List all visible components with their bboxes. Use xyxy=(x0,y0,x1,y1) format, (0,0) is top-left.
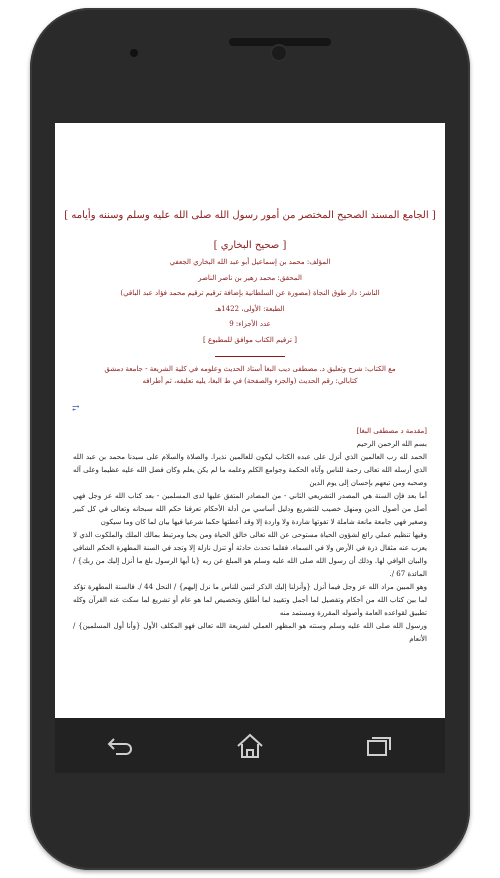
scroll-indicator-icon[interactable]: ⥂ xyxy=(72,404,80,414)
intro-text xyxy=(73,425,427,646)
book-note xyxy=(65,363,435,387)
intro-paragraph: أما بعد فإن السنة هي المصدر التشريعي الثاني - من المصادر المتفق عليها لدى المسلمين - بعد كتاب الله عز وجل فهي أصل من أصول الدين ومنهل خصيب للتشريع ودليل أساسي من أدلة الأحكام تعرفنا حكم الله سبحانه وتعالى في كل كبير وصغير فهي جامعة مانعة شاملة لا تفوتها شاردة ولا واردة إلا وقد أعطتها حكما شرعيا فيها بيان لما كان وما سيكون xyxy=(73,492,427,526)
intro-paragraph: ورسول الله صلى الله عليه وسلم وسنته هو المظهر العملي لشريعة الله تعالى فهو المكلف الأول {وأنا أول المسلمين} / الأنعام xyxy=(73,622,427,643)
book-short-title: [ صحيح البخاري ] xyxy=(213,240,287,251)
book-publisher: الناشر: دار طوق النجاة (مصورة عن السلطانية بإضافة ترقيم ترقيم محمد فؤاد عبد الباقي) xyxy=(120,289,380,297)
recents-icon xyxy=(366,735,394,757)
book-numbering: [ ترقيم الكتاب موافق للمطبوع ] xyxy=(203,336,297,344)
book-volumes: عدد الأجزاء: 9 xyxy=(229,320,271,328)
book-author: المؤلف: محمد بن إسماعيل أبو عبد الله البخاري الجعفي xyxy=(169,258,331,266)
book-title: [ الجامع المسند الصحيح المختصر من أمور رسول الله صلى الله عليه وسلم وسننه وأيامه ] xyxy=(64,210,436,221)
intro-header: [مقدمة د مصطفى البغا] xyxy=(356,427,427,435)
intro-paragraph: وفيها تنظيم عملي رائع لشؤون الحياة مستوحى عن الله تعالى خالق الحياة ومن يحيا ومرتبط بمالك الملك والملكوت الذي لا يعزب عنه مثقال ذرة في الأرض ولا في السماء. فقلما تحدث حادثة أو تنزل نازلة إلا وتجد في السنة المطهرة الحكم الشافي والبيان الوافي لها. وذلك أن رسول الله صلى الله عليه وسلم هو المبلغ عن ربه {يا أيها الرسول بلغ ما أنزل إليك من ربك} / المائدة 67 /. xyxy=(73,531,427,578)
divider xyxy=(215,356,285,357)
back-button[interactable] xyxy=(90,726,150,766)
front-camera-icon xyxy=(270,44,288,62)
book-editor: المحقق: محمد زهير بن ناصر الناصر xyxy=(198,274,302,282)
book-edition: الطبعة: الأولى، 1422هـ xyxy=(215,305,285,313)
note-line-2: كتابالي: رقم الحديث (والجزء والصفحة) في ط البغا، يليه تعليقه، ثم أطرافه xyxy=(142,377,358,385)
intro-paragraph: وهو المبين مراد الله عز وجل فيما أنزل {وأنزلنا إليك الذكر لتبين للناس ما نزل إليهم} / النحل 44 /. فالسنة المطهرة تؤكد لما بين كتاب الله من أحكام وتفصيل لما أجمل وتقييد لما أطلق وتخصيص لما هو عام أو تشريع لما سكت عنه القرآن وكله تطبيق لقواعده العامة وأصوله المقررة ومستمد منه xyxy=(73,583,428,617)
android-nav-bar xyxy=(55,718,445,773)
back-icon xyxy=(106,736,134,756)
reader-screen[interactable] xyxy=(55,123,445,718)
intro-paragraph: الحمد لله رب العالمين الذي أنزل على عبده الكتاب ليكون للعالمين نذيرا. والصلاة والسلام على سيدنا محمد بن عبد الله الذي أرسله الله تعالى رحمة للناس وآتاه الحكمة وجوامع الكلم وعلمه ما لم يكن يعلم وكان فضل الله عليه عظيما وعلى آله وصحبه ومن تبعهم بإحسان إلى يوم الدين xyxy=(73,453,427,487)
proximity-sensor xyxy=(130,49,138,57)
home-icon xyxy=(235,733,265,759)
intro-basmala: بسم الله الرحمن الرحيم xyxy=(356,440,427,448)
home-button[interactable] xyxy=(220,726,280,766)
recents-button[interactable] xyxy=(350,726,410,766)
note-line-1: مع الكتاب: شرح وتعليق د. مصطفى ديب البغا أستاذ الحديث وعلومه في كلية الشريعة - جامعة دمشق xyxy=(104,365,396,373)
